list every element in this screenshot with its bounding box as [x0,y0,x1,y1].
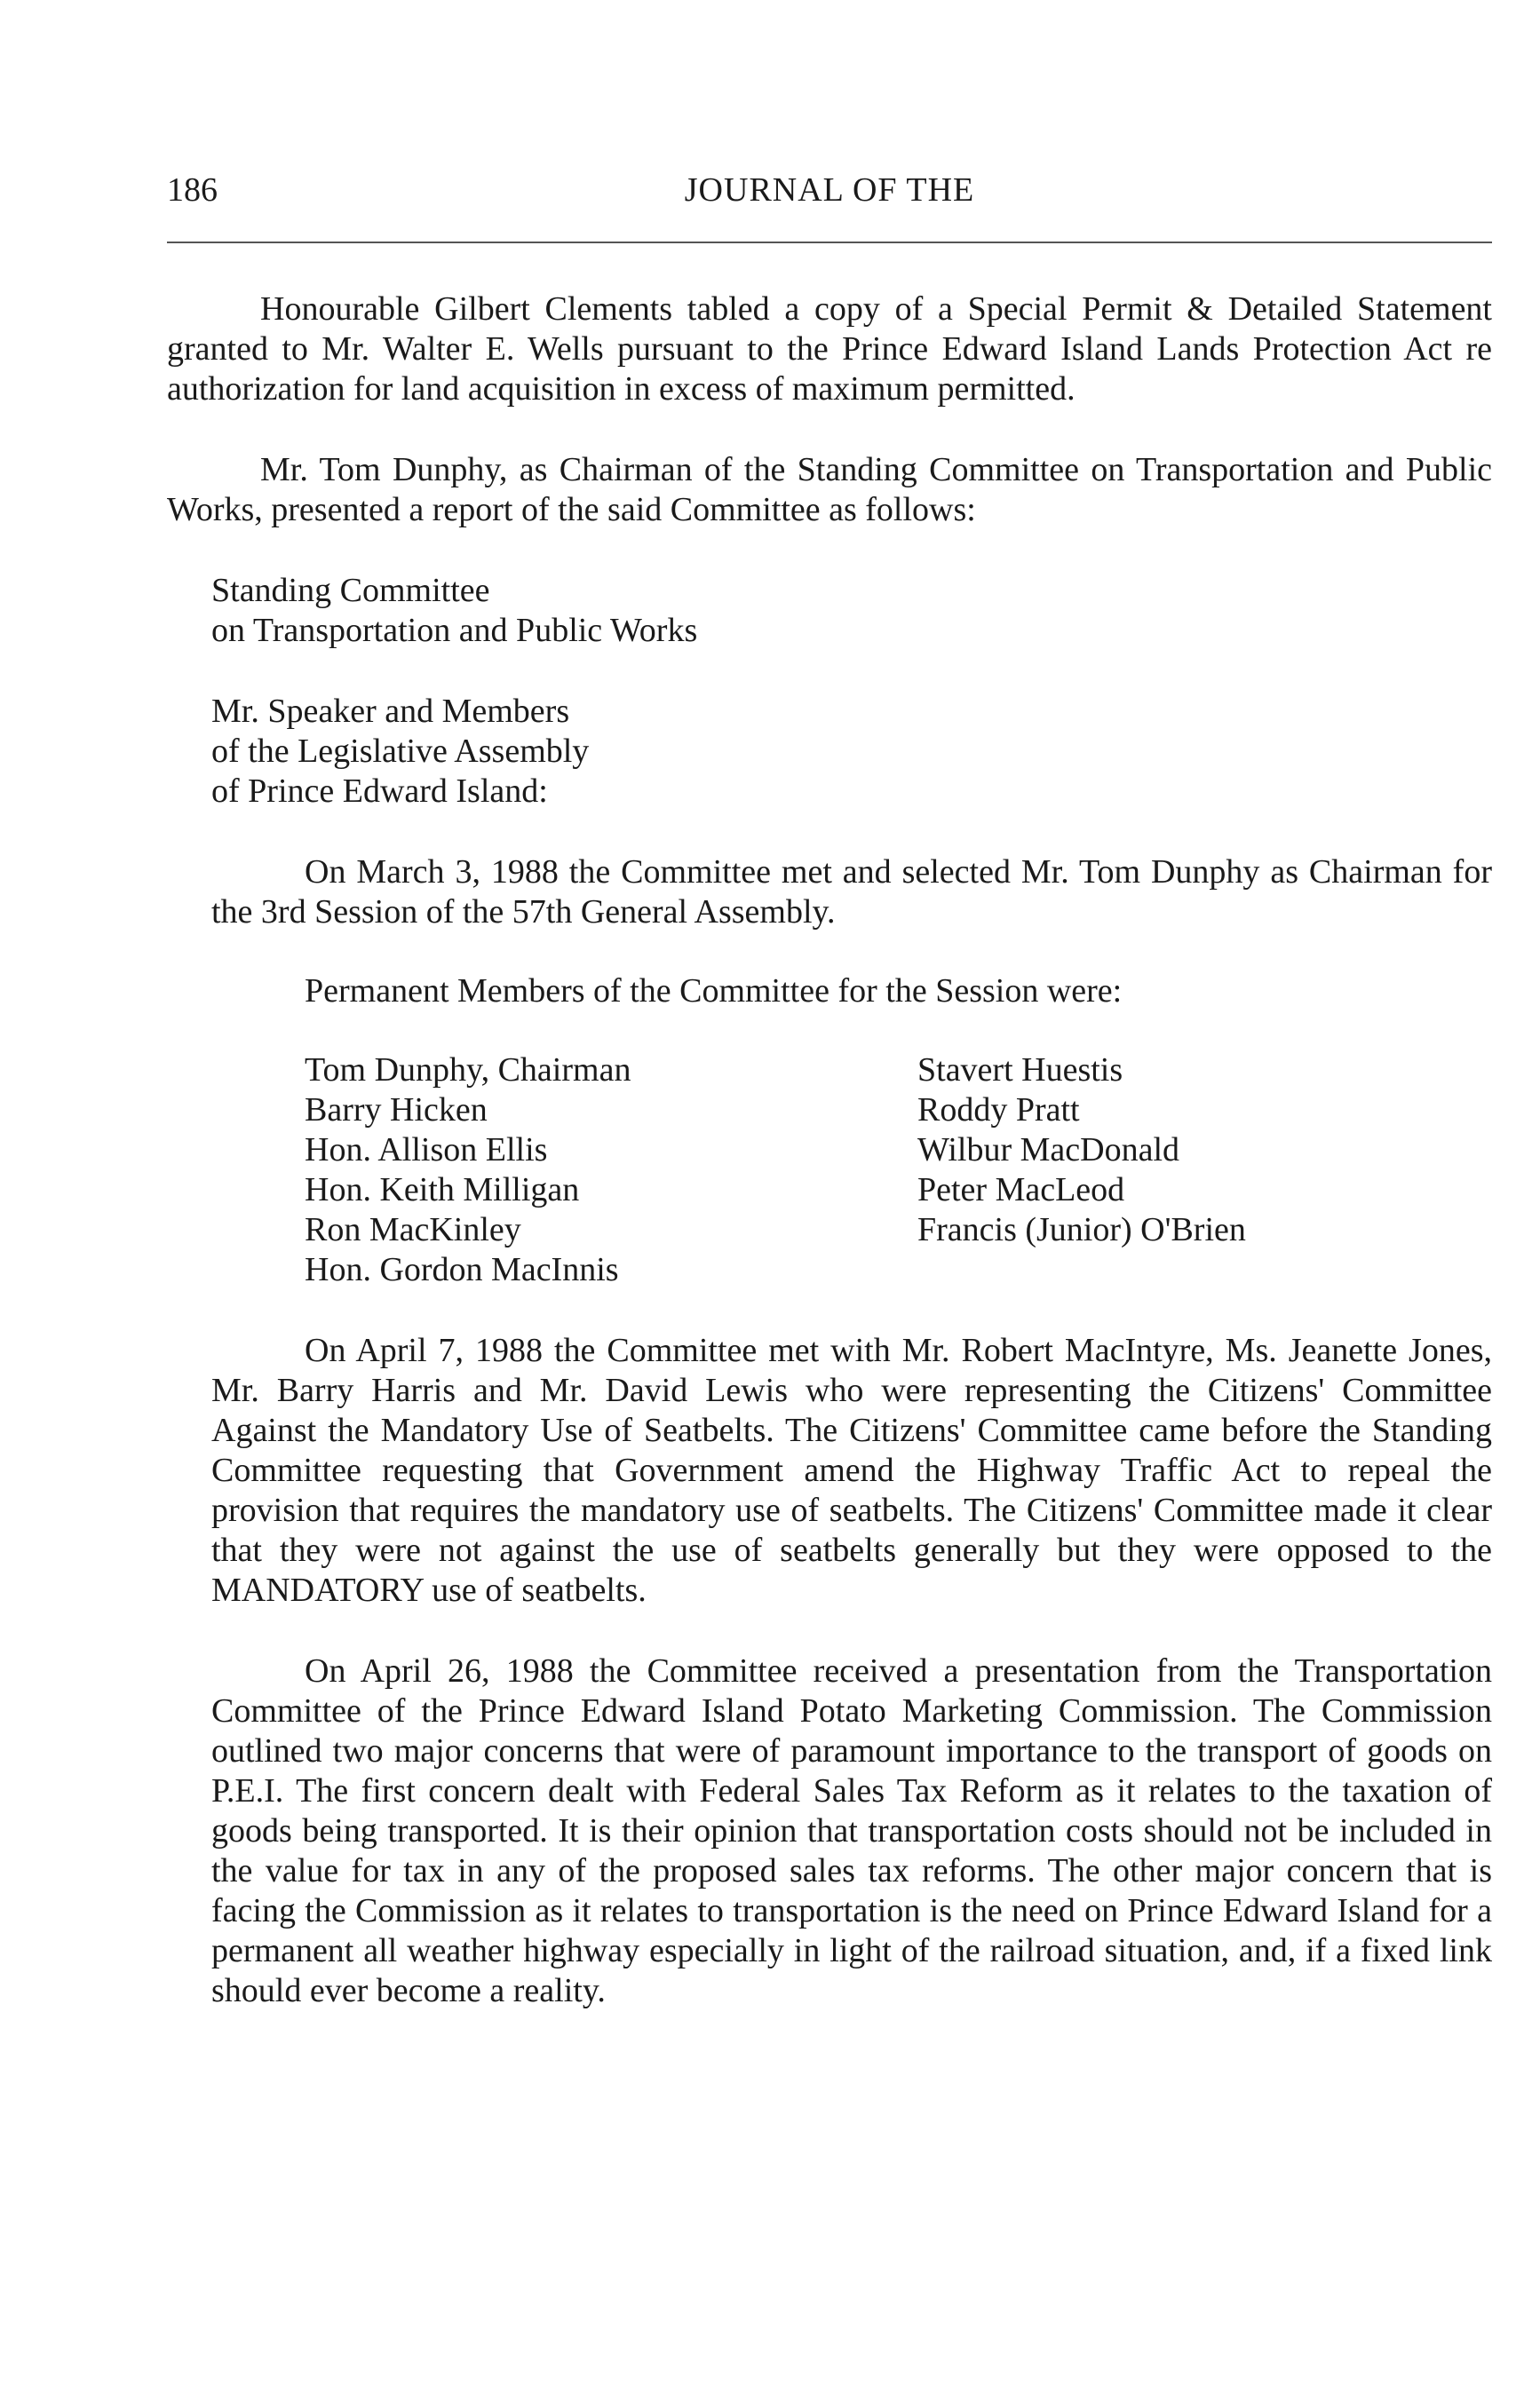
committee-name [211,571,1492,651]
member-name: Hon. Allison Ellis [305,1131,548,1168]
member-name: Hon. Gordon MacInnis [305,1251,619,1288]
member-name: Francis (Junior) O'Brien [917,1211,1246,1248]
page-header [167,170,1492,220]
header-rule [167,242,1492,243]
addressee-line: of Prince Edward Island: [211,772,548,810]
member-name: Wilbur MacDonald [917,1131,1180,1168]
member-name: Roddy Pratt [917,1091,1080,1129]
member-name: Ron MacKinley [305,1211,521,1248]
meeting-march-paragraph: On March 3, 1988 the Committee met and selected Mr. Tom Dunphy as Chairman for the 3rd Session of the 57th General Assembly. [211,853,1492,931]
member-name: Tom Dunphy, Chairman [305,1051,631,1089]
member-name: Peter MacLeod [917,1171,1125,1208]
tabled-paragraph: Honourable Gilbert Clements tabled a copy of a Special Permit & Detailed Statement granted to Mr. Walter E. Wells pursuant to the Prince Edward Island Lands Protection Act re authorization for land acquisition in excess of maximum permitted. [167,290,1492,408]
committee-name-line: on Transportation and Public Works [211,612,698,649]
member-name: Hon. Keith Milligan [305,1171,580,1208]
running-head: JOURNAL OF THE [684,171,975,209]
members-list [305,1050,1492,1290]
member-name: Stavert Huestis [917,1051,1123,1089]
addressee-line: Mr. Speaker and Members [211,693,570,730]
addressee [211,692,1492,812]
meeting-april26-paragraph: On April 26, 1988 the Committee received a presentation from the Transportation Committee of the Prince Edward Island Potato Marketing Commission. The Commission outlined two major concerns that were of paramount importance to the transport of goods on P.E.I. The first concern dealt with Federal Sales Tax Reform as it relates to the taxation of goods being transported. It is their opinion that transportation costs should not be included in the value for tax in any of the proposed sales tax reforms. The other major concern that is facing the Commission as it relates to transportation is the need on Prince Edward Island for a permanent all weather highway especially in light of the railroad situation, and, if a fixed link should ever become a reality. [211,1652,1492,2009]
member-name: Barry Hicken [305,1091,488,1129]
page-body [167,289,1492,2011]
members-column-right [917,1050,1450,1290]
members-intro: Permanent Members of the Committee for the Session were: [305,972,1123,1010]
page-number: 186 [167,171,218,209]
members-column-left [305,1050,917,1290]
addressee-line: of the Legislative Assembly [211,733,590,770]
presented-paragraph: Mr. Tom Dunphy, as Chairman of the Standing Committee on Transportation and Public Works, presented a report of the said Committee as follows: [167,451,1492,528]
committee-name-line: Standing Committee [211,572,490,609]
meeting-april7-paragraph: On April 7, 1988 the Committee met with Mr. Robert MacIntyre, Ms. Jeanette Jones, Mr. Barry Harris and Mr. David Lewis who were representing the Citizens' Committee Against the Mandatory Use of Seatbelts. The Citizens' Committee came before the Standing Committee requesting that Government amend the Highway Traffic Act to repeal the provision that requires the mandatory use of seatbelts. The Citizens' Committee made it clear that they were not against the use of seatbelts generally but they were opposed to the MANDATORY use of seatbelts. [211,1332,1492,1609]
